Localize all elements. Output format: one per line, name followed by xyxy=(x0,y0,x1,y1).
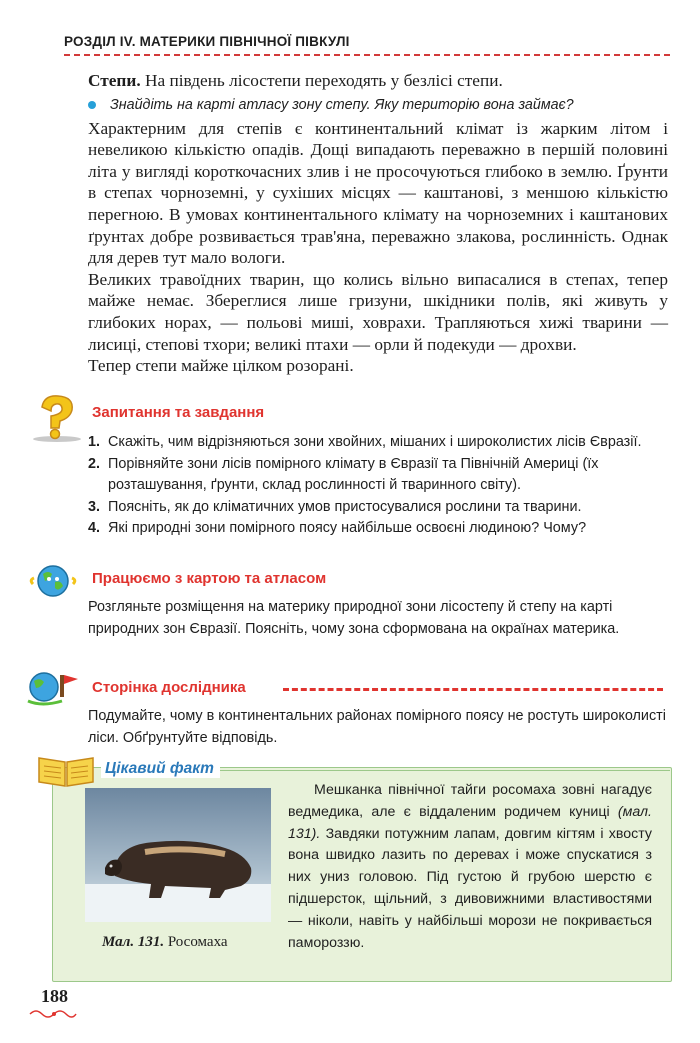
question-text: Поясніть, як до кліматичних умов пристосувалися рослини та тварини. xyxy=(108,498,582,515)
main-text xyxy=(88,70,668,377)
page-number: 188 xyxy=(41,986,68,1006)
fact-text-part: Завдяки потужним лапам, довгим кігтям і хвосту вона швидко лазить по деревах і може спускатися з них униз головою. Під густою й грубою шерстю є підшерсток, щільний, з дивовижними властивостями — ніколи, навіть у найбільші морози не покривається памороззю. xyxy=(288,825,652,951)
fact-text xyxy=(288,780,652,954)
page-ornament-icon xyxy=(28,1006,78,1020)
header-divider xyxy=(64,54,670,56)
explorer-globe-icon xyxy=(22,665,84,709)
paragraph-animals: Великих травоїдних тварин, що колись вільно випасалися в степах, тепер майже немає. Збереглися лише гризуни, шкідники полів, які живуть у глибоких норах, — польові миші, ховрахи. Трапляються хижі тварини — лисиці, степові тхори; великі птахи — орли й подекуди — дрохви. xyxy=(88,269,668,354)
open-book-icon xyxy=(36,752,96,788)
research-text: Подумайте, чому в континентальних районах помірного поясу не ростуть широколисті ліси. Обґрунтуйте відповідь. xyxy=(88,708,666,746)
globe-icon xyxy=(28,562,78,602)
map-work-title: Працюємо з картою та атласом xyxy=(92,570,327,587)
question-text: Порівняйте зони лісів помірного клімату в Євразії та Північній Америці (їх розташування, ґрунти, склад рослинності й тваринного світу). xyxy=(108,455,599,493)
fact-title: Цікавий факт xyxy=(101,760,220,778)
wolverine-photo xyxy=(85,788,271,922)
paragraph-plowed: Тепер степи майже цілком розорані. xyxy=(88,356,354,376)
fact-divider xyxy=(218,770,670,771)
question-text: Скажіть, чим відрізняються зони хвойних, мішаних і широколистих лісів Євразії. xyxy=(108,434,642,450)
questions-list xyxy=(88,432,670,540)
map-task xyxy=(88,94,668,116)
caption-text: Росомаха xyxy=(164,934,228,950)
chapter-header xyxy=(64,34,670,58)
paragraph-climate: Характерним для степів є континентальний клімат із жарким літом і невеликою кількістю опадів. Дощі випадають переважно в першій половині літа у вигляді короткочасних злив і не просочуються глибоко в землю. Ґрунти в степах чорноземні, у сухіших місцях — каштанові, з меншою кількістю перегною. В умовах континентального клімату на чорноземних і каштанових ґрунтах добре розвивається трав'яна, переважно злакова, рослинність. Однак для дерев тут мало вологи. xyxy=(88,118,668,268)
fact-text-part: Мешканка північної тайги росомаха зовні нагадує ведмедика, але є віддаленим родичем куниці xyxy=(288,782,652,820)
bullet-icon xyxy=(88,101,96,109)
question-text: Які природні зони помірного поясу найбільше освоєні людиною? Чому? xyxy=(108,520,587,536)
fact-figure-ref: (мал. 131). xyxy=(288,803,652,842)
map-task-text: Знайдіть на карті атласу зону степу. Яку територію вона займає? xyxy=(110,96,574,113)
chapter-title: РОЗДІЛ IV. МАТЕРИКИ ПІВНІЧНОЇ ПІВКУЛІ xyxy=(64,34,350,49)
list-item xyxy=(88,497,670,519)
steppe-intro xyxy=(88,70,668,92)
question-number: 3. xyxy=(88,498,101,515)
list-item xyxy=(88,454,670,497)
question-number: 4. xyxy=(88,520,101,536)
photo-caption xyxy=(102,934,228,951)
map-work-text: Розгляньте розміщення на материку природної зони лісостепу й степу на карті природних зон Євразії. Поясніть, чому зона сформована на окраїнах материка. xyxy=(88,599,620,637)
list-item xyxy=(88,518,670,540)
question-number: 2. xyxy=(88,455,101,472)
questions-title: Запитання та завдання xyxy=(92,404,265,421)
research-divider xyxy=(283,688,663,691)
question-number: 1. xyxy=(88,434,101,450)
caption-label: Мал. 131. xyxy=(102,934,165,950)
steppe-heading: Степи. xyxy=(88,71,141,90)
list-item xyxy=(88,432,670,454)
steppe-intro-text: На південь лісостепи переходять у безлісі степи. xyxy=(140,71,503,90)
research-title: Сторінка дослідника xyxy=(92,679,246,696)
question-mark-icon xyxy=(30,393,84,443)
